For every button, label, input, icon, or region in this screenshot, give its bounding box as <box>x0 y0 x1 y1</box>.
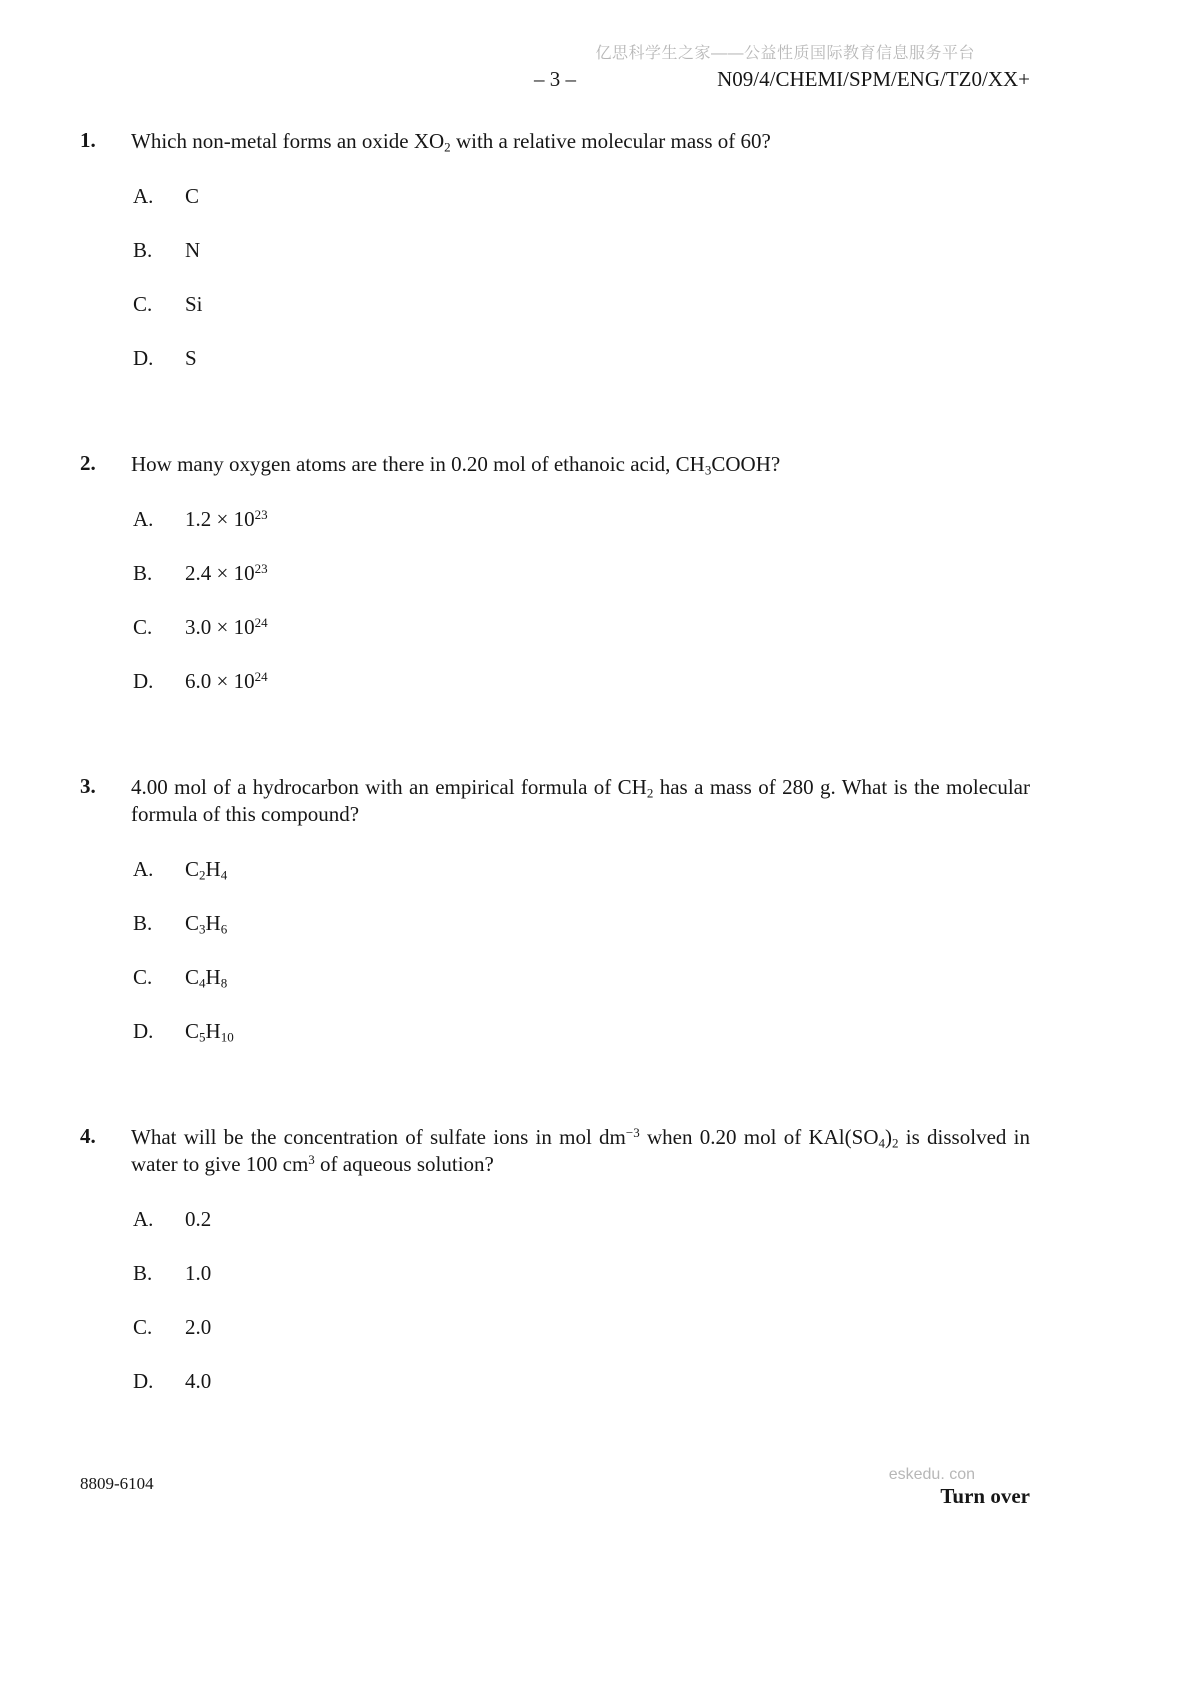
question-4 <box>80 1124 1030 1394</box>
paper-code: N09/4/CHEMI/SPM/ENG/TZ0/XX+ <box>717 67 1030 91</box>
option-text: N <box>185 238 201 262</box>
option-text: $C_2H_4$ <box>185 857 228 883</box>
option-letter: C. <box>133 615 153 639</box>
option-text: $2.4 \times 10^{23}$ <box>185 560 268 585</box>
option-letter: A. <box>133 857 154 881</box>
question-3-option-b <box>133 911 1030 936</box>
question-4-row <box>80 1124 1030 1178</box>
option-text: $C_4H_8$ <box>185 965 228 991</box>
question-3 <box>80 774 1030 1044</box>
option-text: $6.0 \times 10^{24}$ <box>185 668 268 693</box>
page-content <box>80 0 1030 1394</box>
question-text: How many oxygen atoms are there in 0.20 mol of ethanoic acid, $CH_3COOH$? <box>131 452 781 478</box>
option-text: Si <box>185 292 203 316</box>
question-1-row <box>80 128 1030 155</box>
option-text: 1.0 <box>185 1261 212 1285</box>
option-letter: C. <box>133 1315 153 1339</box>
question-2 <box>80 451 1030 694</box>
question-1-option-d <box>133 346 1030 371</box>
option-text: 0.2 <box>185 1207 212 1231</box>
question-2-row <box>80 451 1030 478</box>
footer-right <box>889 1466 1030 1509</box>
question-text: 4.00 mol of a hydrocarbon with an empirical formula of $CH_2$ has a mass of 280 g. What is the molecular formula of this compound? <box>131 775 1030 826</box>
option-text: $C_5H_{10}$ <box>185 1019 234 1045</box>
header-row <box>80 67 1030 92</box>
question-2-option-a <box>133 507 1030 532</box>
question-3-row <box>80 774 1030 828</box>
page-number: – 3 – <box>534 67 576 91</box>
option-text: $1.2 \times 10^{23}$ <box>185 506 268 531</box>
option-text: $C_3H_6$ <box>185 911 228 937</box>
question-1-option-a <box>133 184 1030 209</box>
option-letter: A. <box>133 507 154 531</box>
question-4-option-b <box>133 1261 1030 1286</box>
option-letter: C. <box>133 965 153 989</box>
option-letter: B. <box>133 1261 153 1285</box>
question-1 <box>80 128 1030 371</box>
question-4-option-c <box>133 1315 1030 1340</box>
question-number: 2. <box>80 451 96 475</box>
question-3-option-d <box>133 1019 1030 1044</box>
question-number: 1. <box>80 128 96 152</box>
option-text: $3.0 \times 10^{24}$ <box>185 614 268 639</box>
option-letter: A. <box>133 1207 154 1231</box>
question-4-option-d <box>133 1369 1030 1394</box>
option-letter: B. <box>133 238 153 262</box>
page-footer <box>80 1466 1030 1509</box>
turn-over-label: Turn over <box>940 1484 1030 1508</box>
bottom-watermark: eskedu. con <box>888 1466 975 1483</box>
question-number: 4. <box>80 1124 96 1148</box>
question-4-option-a <box>133 1207 1030 1232</box>
option-text: S <box>185 346 197 370</box>
option-letter: A. <box>133 184 154 208</box>
option-letter: C. <box>133 292 153 316</box>
question-number: 3. <box>80 774 96 798</box>
question-text: What will be the concentration of sulfate ions in mol $dm^{-3}$ when 0.20 mol of $KAl(SO_4)_2$ is dissolved in water to give 100 $cm^3$ of aqueous solution? <box>131 1124 1030 1176</box>
question-1-option-c <box>133 292 1030 317</box>
question-text: Which non-metal forms an oxide $XO_2$ with a relative molecular mass of 60? <box>131 129 771 155</box>
question-2-option-b <box>133 561 1030 586</box>
question-3-option-a <box>133 857 1030 882</box>
document-code: 8809-6104 <box>80 1474 154 1493</box>
option-text: C <box>185 184 200 208</box>
question-1-option-b <box>133 238 1030 263</box>
question-2-option-c <box>133 615 1030 640</box>
option-text: 2.0 <box>185 1315 212 1339</box>
question-2-option-d <box>133 669 1030 694</box>
option-letter: B. <box>133 561 153 585</box>
option-letter: D. <box>133 1369 154 1393</box>
top-watermark: 亿思科学生之家——公益性质国际教育信息服务平台 <box>595 45 975 62</box>
option-text: 4.0 <box>185 1369 212 1393</box>
option-letter: D. <box>133 346 154 370</box>
question-3-option-c <box>133 965 1030 990</box>
page-header <box>80 0 1030 92</box>
option-letter: B. <box>133 911 153 935</box>
option-letter: D. <box>133 669 154 693</box>
option-letter: D. <box>133 1019 154 1043</box>
